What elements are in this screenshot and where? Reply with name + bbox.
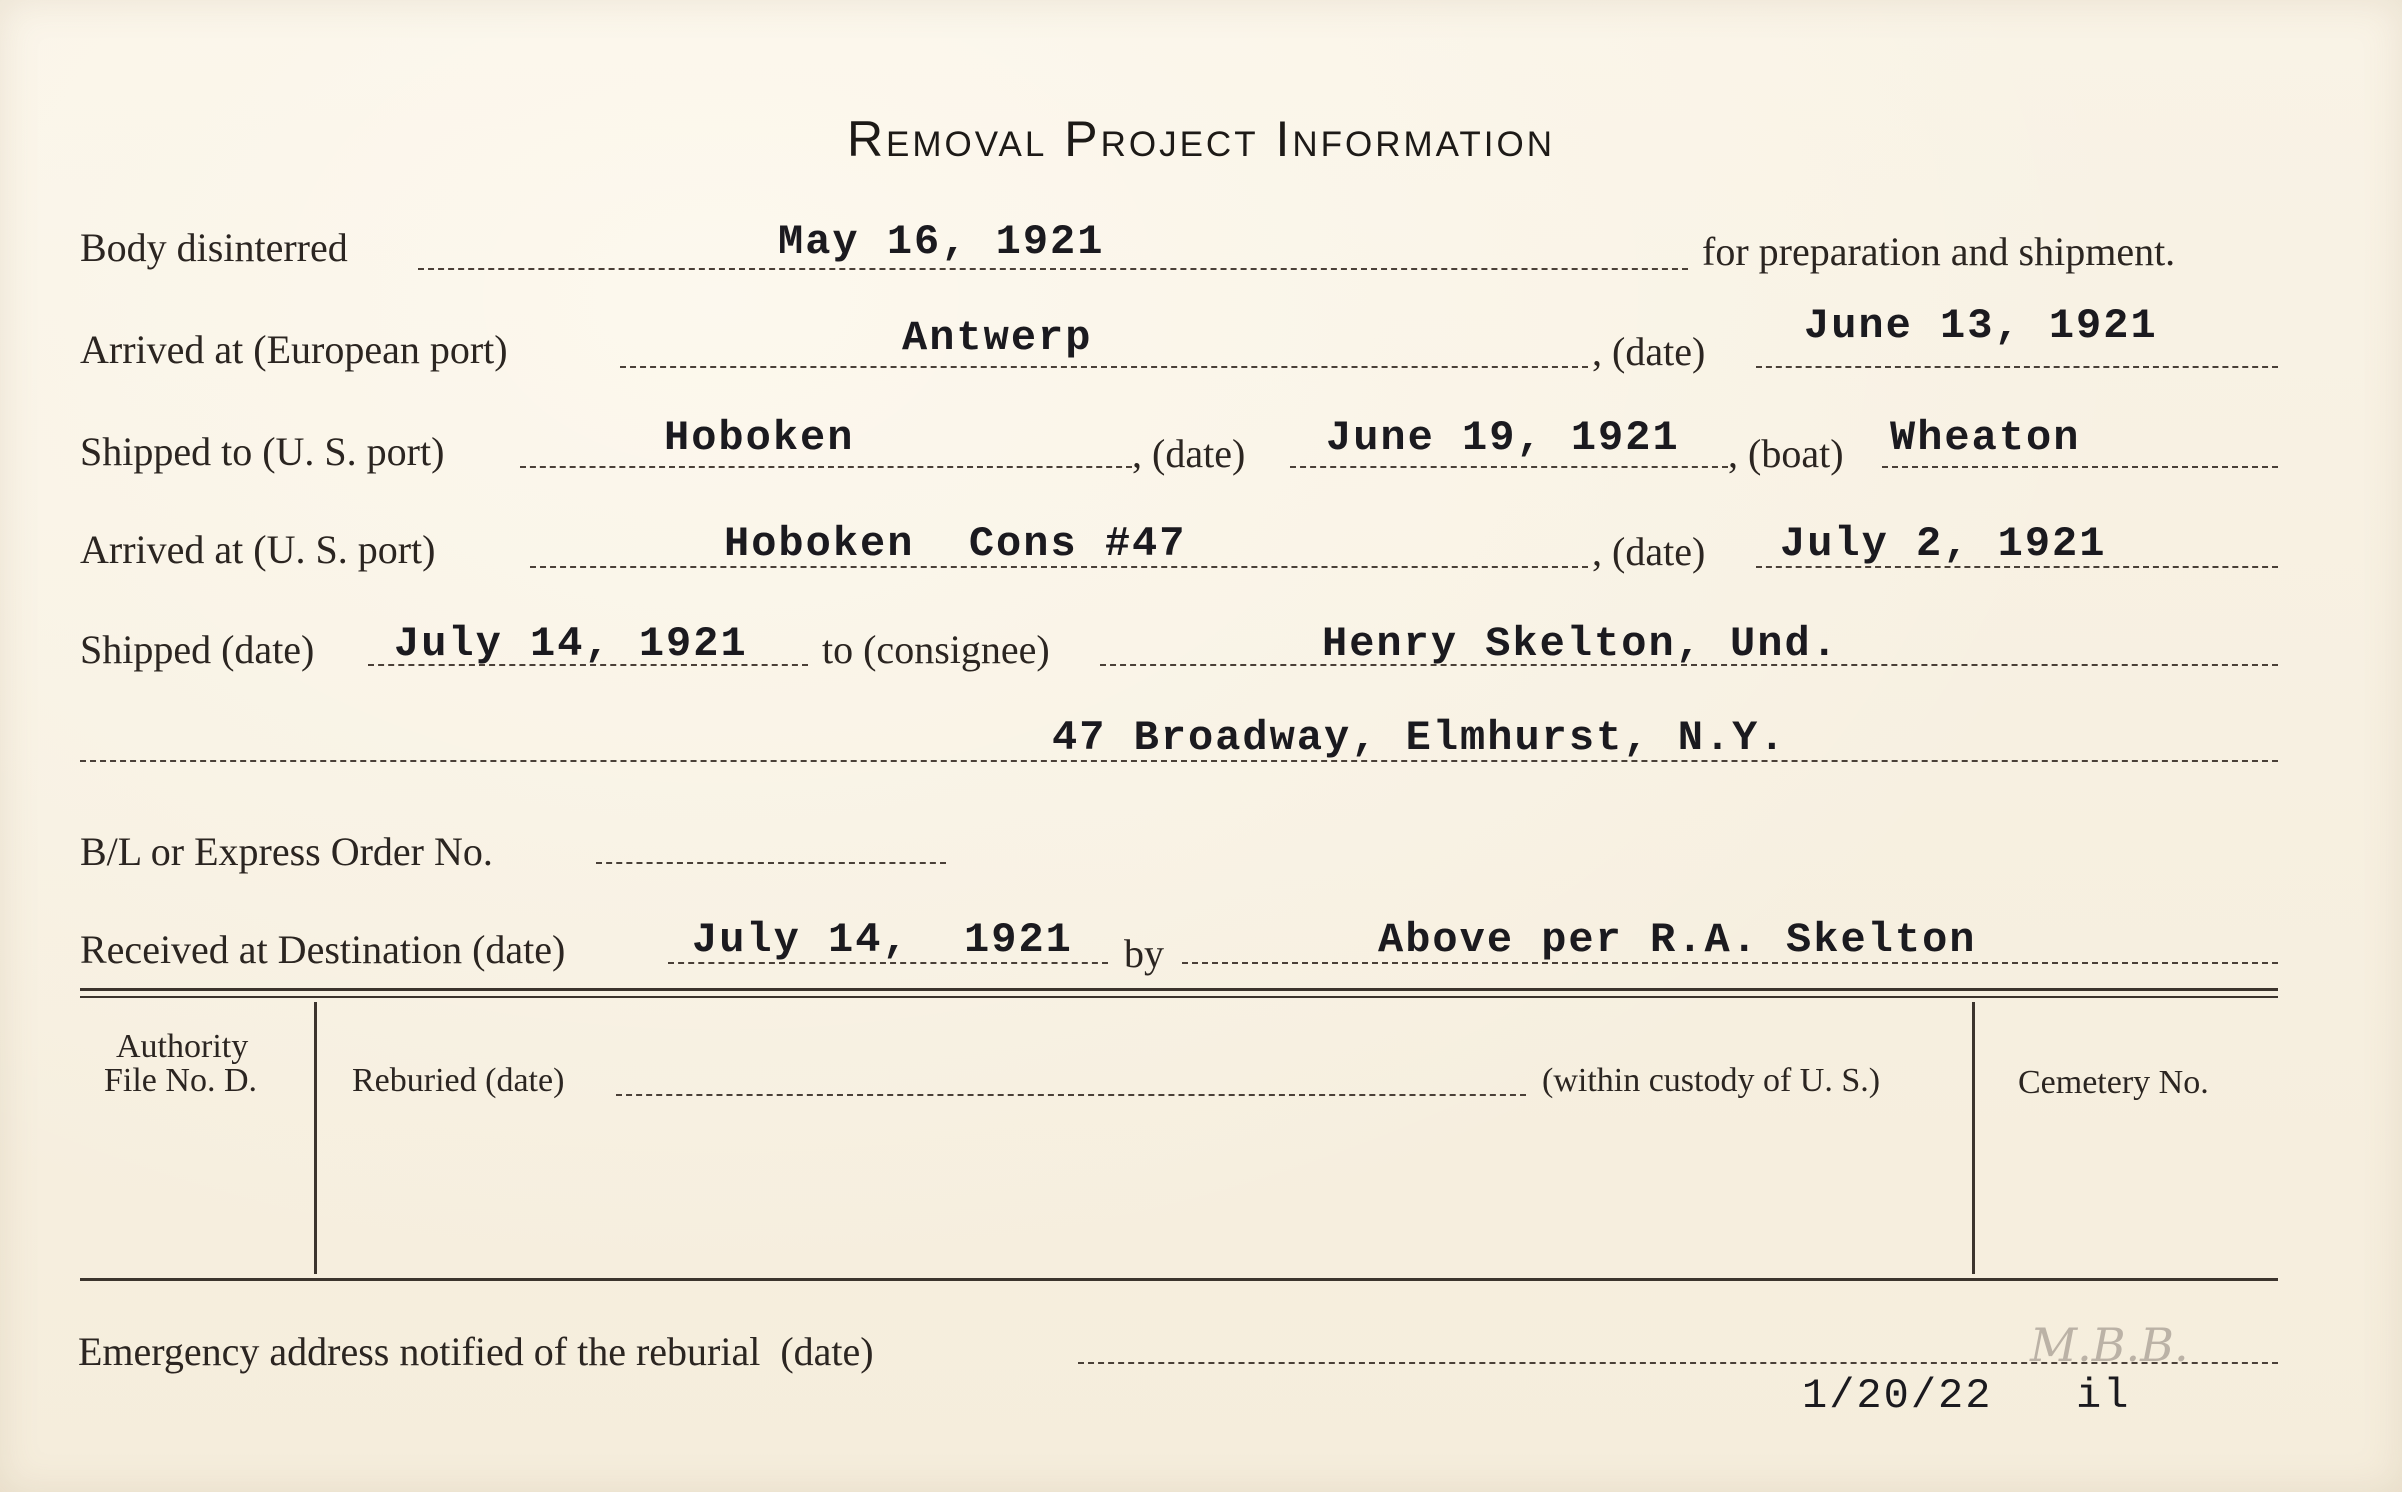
- shipped-date-field-label: Shipped (date): [80, 627, 315, 672]
- received-by-label: by: [1124, 931, 1164, 976]
- shipped-date-field-value: July 14, 1921: [394, 620, 748, 668]
- us-port-arrived-label: Arrived at (U. S. port): [80, 527, 436, 572]
- consignee-address-value: 47 Broadway, Elmhurst, N.Y.: [1052, 714, 1787, 762]
- cemetery-column-divider: [1972, 1002, 1975, 1274]
- section-divider-bottom: [80, 996, 2278, 998]
- file-no-label: File No. D.: [104, 1062, 257, 1099]
- shipped-date-line: [1290, 466, 1728, 468]
- us-arrived-date-label: , (date): [1592, 529, 1706, 574]
- us-port-shipped-value: Hoboken: [664, 414, 855, 462]
- bl-order-label: B/L or Express Order No.: [80, 829, 493, 874]
- us-port-shipped-line: [520, 466, 1132, 468]
- reburied-line: [616, 1094, 1526, 1096]
- shipped-date-label: , (date): [1132, 431, 1246, 476]
- boat-label: , (boat): [1728, 431, 1844, 476]
- european-date-value: June 13, 1921: [1804, 302, 2158, 350]
- shipment-suffix-label: for preparation and shipment.: [1702, 229, 2176, 274]
- us-arrived-date-value: July 2, 1921: [1780, 520, 2107, 568]
- us-port-arrived-value: Hoboken Cons #47: [724, 520, 1187, 568]
- european-port-value: Antwerp: [902, 314, 1093, 362]
- european-port-line: [620, 366, 1588, 368]
- boat-value: Wheaton: [1890, 414, 2081, 462]
- authority-column-divider: [314, 1002, 317, 1274]
- us-port-shipped-label: Shipped to (U. S. port): [80, 429, 445, 474]
- received-date-value: July 14, 1921: [692, 916, 1073, 964]
- section-divider-top: [80, 988, 2278, 991]
- body-disinterred-value: May 16, 1921: [778, 218, 1105, 266]
- authority-label: Authority: [116, 1028, 249, 1065]
- emergency-notified-label: Emergency address notified of the reburial (date): [78, 1329, 874, 1374]
- cemetery-no-label: Cemetery No.: [2018, 1064, 2209, 1101]
- handwritten-initials: M.B.B.: [2030, 1318, 2189, 1372]
- boat-line: [1882, 466, 2278, 468]
- emergency-date-value: 1/20/22: [1802, 1372, 1993, 1420]
- consignee-value: Henry Skelton, Und.: [1322, 620, 1839, 668]
- card-title: Removal Project Information: [846, 111, 1556, 167]
- bl-order-line: [596, 862, 946, 864]
- reburied-label: Reburied (date): [352, 1062, 565, 1099]
- received-label: Received at Destination (date): [80, 927, 566, 972]
- lower-section-bottom-rule: [80, 1278, 2278, 1281]
- body-disinterred-label: Body disinterred: [80, 225, 348, 270]
- custody-label: (within custody of U. S.): [1542, 1062, 1881, 1099]
- european-date-line: [1756, 366, 2278, 368]
- received-by-value: Above per R.A. Skelton: [1378, 916, 1977, 964]
- consignee-label: to (consignee): [822, 627, 1050, 672]
- european-port-label: Arrived at (European port): [80, 327, 508, 372]
- european-date-label: , (date): [1592, 329, 1706, 374]
- clerk-initials-value: il: [2076, 1372, 2131, 1420]
- shipped-date-value: June 19, 1921: [1326, 414, 1680, 462]
- body-disinterred-line: [418, 268, 1688, 270]
